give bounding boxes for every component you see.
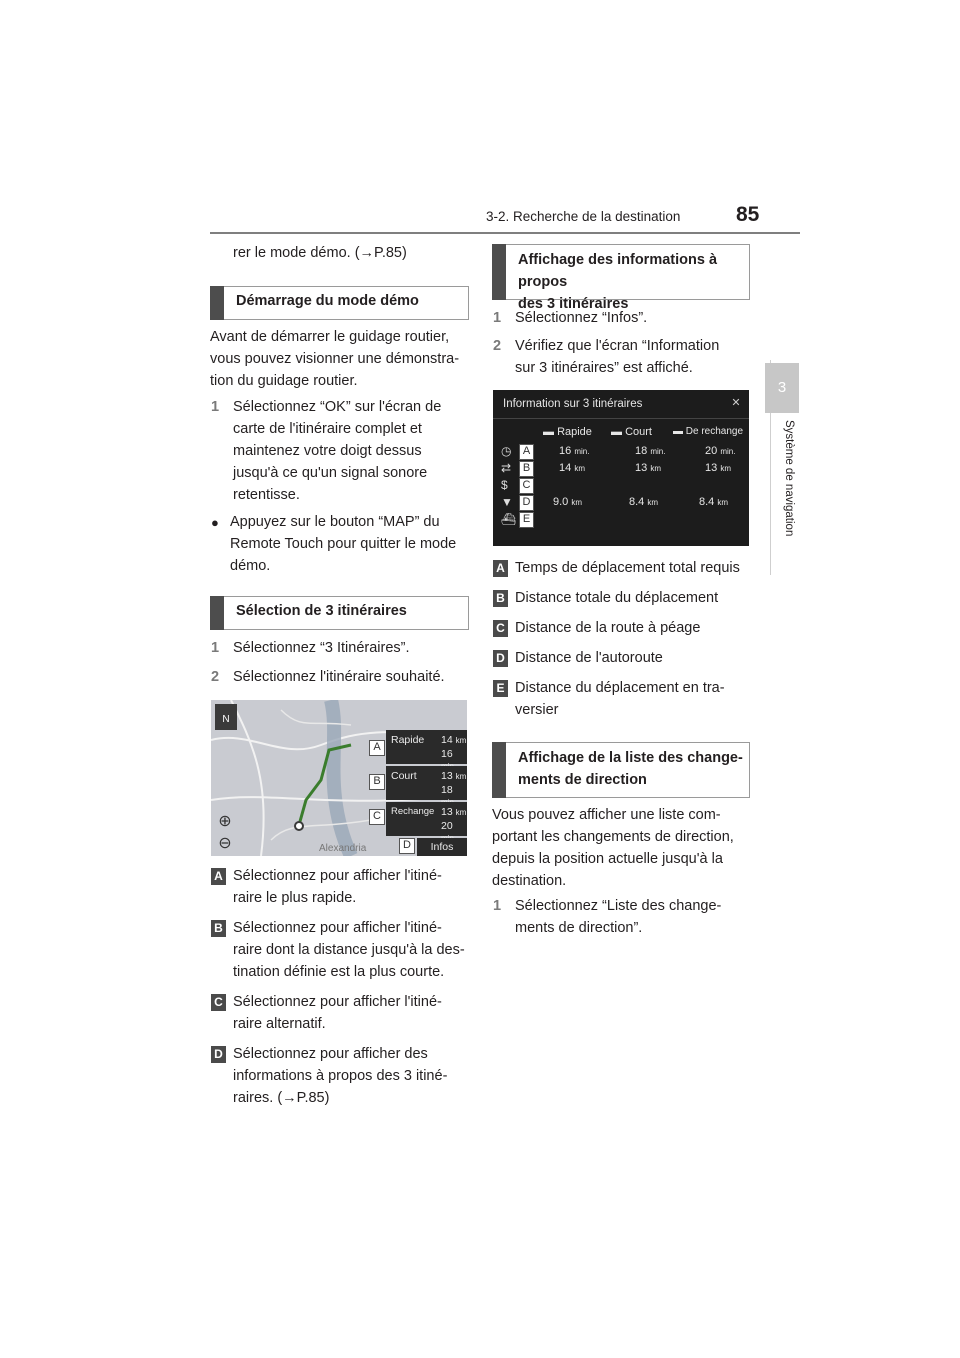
legend-key-d: D (493, 650, 508, 667)
cell-time-rapide: 16 min. (559, 445, 590, 457)
demo-paragraph (210, 326, 470, 392)
turn-paragraph (492, 804, 757, 892)
infos-button[interactable]: Infos (417, 838, 467, 856)
ferry-icon: ⛴ (501, 512, 517, 526)
text-line: Appuyez sur le bouton “MAP” du (230, 514, 440, 530)
text-line: Affichage de la liste des change- (518, 750, 743, 766)
header-rule (210, 232, 800, 234)
text-line: des 3 itinéraires (518, 296, 629, 312)
text-line: carte de l'itinéraire complet et (233, 421, 422, 437)
cell-dist-rechange: 13 km (705, 462, 731, 474)
text-line: sur 3 itinéraires” est affiché. (515, 360, 693, 376)
text-line: tination définie est la plus courte. (233, 964, 445, 980)
legend-key-d: D (211, 1046, 226, 1063)
callout-b: B (369, 774, 385, 790)
text-line: ments de direction”. (515, 920, 643, 936)
text-line: maintenez votre doigt dessus (233, 443, 422, 459)
legend-key-a: A (493, 560, 508, 577)
route-dist: 13 km (441, 770, 467, 782)
heading-bar (492, 742, 506, 798)
text-line: ments de direction (518, 772, 647, 788)
text-line: Vérifiez que l'écran “Information (515, 338, 720, 354)
row-key-d: D (519, 495, 534, 511)
step-number: 2 (211, 669, 220, 685)
route-dist: 13 km (441, 806, 467, 818)
heading-label (518, 249, 749, 315)
cell-dist-rapide: 14 km (559, 462, 585, 474)
heading-bar (210, 286, 224, 320)
text-line: destination. (492, 873, 567, 889)
zoom-in-icon[interactable]: ⊕ (218, 813, 232, 830)
legend-key-e: E (493, 680, 508, 697)
cell-highway-court: 8.4 km (629, 496, 659, 508)
route-name: Rapide (391, 734, 425, 746)
step-number: 2 (493, 338, 502, 354)
cell-time-rechange: 20 min. (705, 445, 736, 457)
row-key-a: A (519, 444, 534, 460)
toll-icon: $ (501, 478, 508, 492)
distance-icon: ⇄ (501, 461, 512, 475)
step-number: 1 (493, 310, 502, 326)
map-screen (211, 700, 467, 856)
intro-continuation: rer le mode démo. (→P.85) (233, 245, 407, 261)
divider (493, 418, 749, 419)
text-line: Distance du déplacement en tra- (515, 680, 725, 696)
section-heading-demo (210, 286, 469, 320)
map-city-label: Alexandria (319, 843, 367, 854)
demo-step-1 (233, 396, 473, 506)
sel-step-2: Sélectionnez l'itinéraire souhaité. (233, 669, 445, 685)
bullet-icon: ● (211, 515, 219, 530)
route-rapide-button[interactable] (386, 730, 467, 764)
route-court-button[interactable] (386, 766, 467, 800)
text-line: vous pouvez visionner une démonstra- (210, 351, 460, 367)
text-line: tion du guidage routier. (210, 373, 358, 389)
text-line: Sélectionnez pour afficher l'itiné- (233, 920, 442, 936)
turn-step-1 (515, 895, 755, 939)
text-line: raire alternatif. (233, 1016, 326, 1032)
text-line: raire dont la distance jusqu'à la des- (233, 942, 465, 958)
time-icon: ◷ (501, 444, 512, 458)
route-name: Court (391, 770, 417, 782)
legend-item-e (515, 677, 755, 721)
heading-bar (492, 244, 506, 300)
running-header-section: 3-2. Recherche de la destination (486, 209, 681, 224)
legend-key-c: C (211, 994, 226, 1011)
legend-item-a: Temps de déplacement total requis (515, 560, 740, 576)
callout-c: C (369, 809, 385, 825)
chapter-title: Système de navigation (783, 420, 795, 537)
legend-key-a: A (211, 868, 226, 885)
legend-key-b: B (211, 920, 226, 937)
route-dist: 14 km (441, 734, 467, 746)
row-key-e: E (519, 512, 534, 528)
cell-highway-rechange: 8.4 km (699, 496, 729, 508)
zoom-out-icon[interactable]: ⊖ (218, 835, 232, 852)
section-heading-info (492, 244, 750, 312)
text-line: jusqu'à ce qu'un signal sonore (233, 465, 428, 481)
section-heading-3-routes (210, 596, 469, 630)
legend-item-d (233, 1043, 473, 1109)
route-time: 20 (441, 820, 453, 832)
callout-d: D (399, 838, 415, 854)
cell-dist-court: 13 km (635, 462, 661, 474)
text-line: retentisse. (233, 487, 300, 503)
row-key-c: C (519, 478, 534, 494)
heading-label (518, 747, 743, 791)
heading-label: Démarrage du mode démo (236, 293, 419, 309)
text-line: portant les changements de direction, (492, 829, 734, 845)
text-line: raire le plus rapide. (233, 890, 357, 906)
col-header-rapide: ▬ Rapide (543, 426, 592, 438)
close-icon[interactable]: ✕ (731, 397, 741, 409)
info-screen-title: Information sur 3 itinéraires (503, 398, 643, 410)
route-time: 18 (441, 784, 453, 796)
text-line: Affichage des informations à propos (518, 252, 718, 290)
text-line: depuis la position actuelle jusqu'à la (492, 851, 723, 867)
col-header-rechange: ▬ De rechange (673, 426, 744, 437)
info-screen (493, 390, 749, 546)
legend-key-b: B (493, 590, 508, 607)
bullet-note (230, 511, 475, 577)
heading-bar (210, 596, 224, 630)
heading-label: Sélection de 3 itinéraires (236, 603, 407, 619)
compass-icon[interactable]: N (215, 704, 237, 730)
page-number: 85 (736, 203, 760, 226)
text-line: Sélectionnez pour afficher l'itiné- (233, 868, 442, 884)
text-line: Vous pouvez afficher une liste com- (492, 807, 721, 823)
row-key-b: B (519, 461, 534, 477)
info-step-2 (515, 335, 755, 379)
text-line: Sélectionnez “OK” sur l'écran de (233, 399, 442, 415)
step-number: 1 (211, 399, 220, 415)
text-line: Sélectionnez “Liste des change- (515, 898, 722, 914)
sel-step-1: Sélectionnez “3 Itinéraires”. (233, 640, 410, 656)
legend-item-c (233, 991, 473, 1035)
legend-item-b: Distance totale du déplacement (515, 590, 719, 606)
legend-item-c: Distance de la route à péage (515, 620, 701, 636)
legend-item-b (233, 917, 473, 983)
route-time: 16 (441, 748, 453, 760)
callout-a: A (369, 740, 385, 756)
legend-item-d: Distance de l'autoroute (515, 650, 663, 666)
legend-key-c: C (493, 620, 508, 637)
info-step-1: Sélectionnez “Infos”. (515, 310, 648, 326)
step-number: 1 (211, 640, 220, 656)
legend-item-a (233, 865, 473, 909)
cell-highway-rapide: 9.0 km (553, 496, 583, 508)
col-header-court: ▬ Court (611, 426, 652, 438)
section-heading-turn-list (492, 742, 750, 798)
route-name: Rechange (391, 806, 435, 817)
text-line: Avant de démarrer le guidage routier, (210, 329, 450, 345)
text-line: Sélectionnez pour afficher l'itiné- (233, 994, 442, 1010)
route-rechange-button[interactable] (386, 802, 467, 836)
text-line: raires. (→P.85) (233, 1090, 330, 1106)
text-line: démo. (230, 558, 271, 574)
text-line: Remote Touch pour quitter le mode (230, 536, 457, 552)
text-line: versier (515, 702, 559, 718)
cell-time-court: 18 min. (635, 445, 666, 457)
step-number: 1 (493, 898, 502, 914)
text-line: Sélectionnez pour afficher des (233, 1046, 428, 1062)
highway-icon: ▼ (501, 495, 513, 509)
chapter-number-box: 3 (765, 363, 799, 413)
text-line: informations à propos des 3 itiné- (233, 1068, 448, 1084)
